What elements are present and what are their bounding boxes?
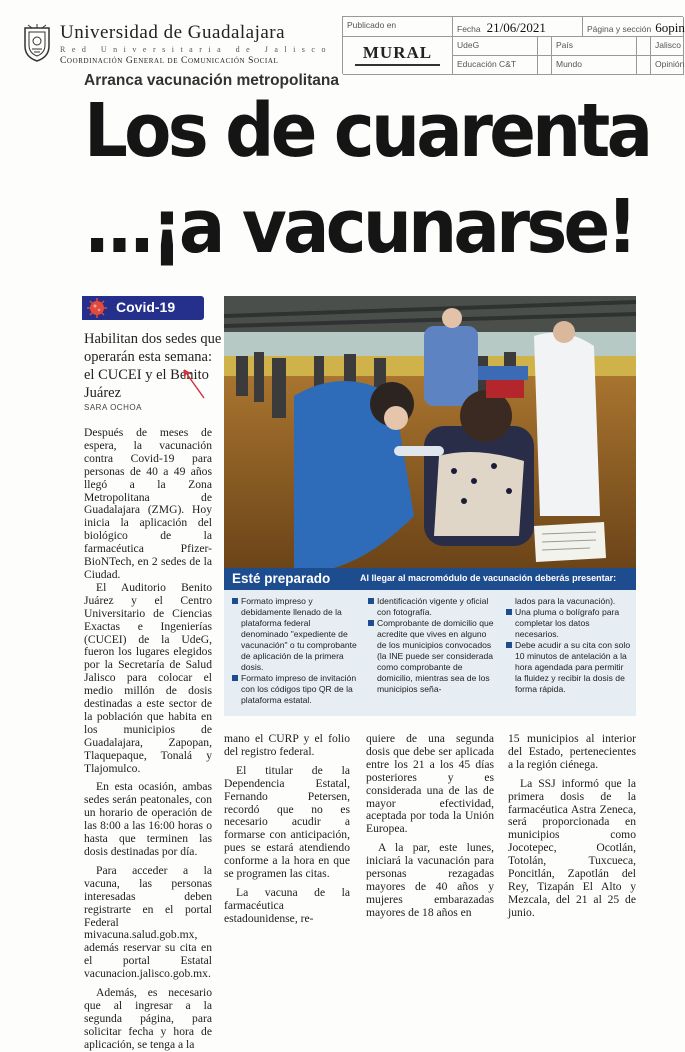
info-item-text: Identificación vigente y oficial con fotografía. [377, 596, 489, 617]
paragraph: quiere de una segunda dosis que debe ser aplicada entre los 21 a los 45 días posteriores y es considerada una de las de mayor efectividad, aceptada por toda la Unión Europea. [366, 732, 494, 836]
section-opinion: Opinión [651, 56, 684, 75]
paragraph: mano el CURP y el folio del registro federal. [224, 732, 350, 758]
info-column-1 [232, 596, 358, 706]
paragraph: Después de meses de espera, la vacunación contra Covid-19 para personas de 40 a 49 años llegó a la Zona Metropolitana de Guadalajara (ZMG). Hoy inicia la aplicación del biológico de la farmacéutica Pfizer-BioNTech, en 2 sedes de la Ciudad. [84, 426, 212, 581]
page-value: 6opin [655, 20, 685, 35]
section-check [538, 37, 552, 56]
info-item [232, 673, 358, 706]
info-item [368, 618, 496, 695]
info-item-text: Debe acudir a su cita con solo 10 minutos de antelación a la hora agendada para permitir la fluidez y recibir la dosis de forma rápida. [515, 640, 631, 694]
article-column-4 [508, 733, 636, 920]
info-item [368, 596, 496, 618]
vaccination-photo [224, 296, 636, 568]
info-item-continuation: lados para la vacunación). [515, 596, 616, 606]
date-cell [453, 17, 583, 37]
paragraph: La vacuna de la farmacéutica estadounidense, re- [224, 885, 350, 925]
page-cell [583, 17, 684, 37]
covid-badge-label: Covid-19 [116, 299, 176, 315]
headline-line-2: ...¡a vacunarse! [84, 184, 635, 270]
info-item-text: Comprobante de domicilio que acredite que vives en alguno de los municipios convocados (la INE puede ser considerada como comprobante de domicilio, mientras sea de los municipios seña- [377, 618, 494, 694]
byline: SARA OCHOA [84, 403, 142, 412]
section-jalisco: Jalisco [651, 37, 684, 56]
info-column-2 [368, 596, 496, 695]
date-label: Fecha [457, 24, 481, 34]
section-educacion: Educación C&T [453, 56, 538, 75]
article-deck: Habilitan dos sedes que operarán esta semana: el CUCEI y el Benito Juárez [84, 331, 222, 401]
date-value: 21/06/2021 [486, 20, 546, 35]
paragraph: Además, es necesario que al ingresar a la segunda página, para solicitar fecha y hora de aplicación, se tenga a la [84, 986, 212, 1051]
info-item [506, 607, 632, 640]
coordination-name: Coordinación General de Comunicación Social [60, 56, 279, 66]
info-item [506, 640, 632, 695]
info-item [232, 596, 358, 673]
bullet-square-icon [232, 598, 238, 604]
info-item-text: Una pluma o bolígrafo para completar los datos necesarios. [515, 607, 620, 639]
university-network: Red Universitaria de Jalisco [60, 45, 332, 54]
section-check [637, 37, 651, 56]
newspaper-name: MURAL [362, 43, 433, 62]
info-item-text: Formato impreso de invitación con los códigos tipo QR de la plataforma estatal. [241, 673, 357, 705]
article-column-3 [366, 733, 494, 920]
covid-badge [82, 296, 204, 320]
section-check [538, 56, 552, 75]
info-column-3 [506, 596, 632, 695]
newspaper-underline [355, 64, 440, 66]
info-box [224, 590, 636, 716]
section-pais: País [552, 37, 637, 56]
article-column-1 [84, 427, 212, 1052]
paragraph: A la par, este lunes, iniciará la vacunación para personas rezagadas mayores de 40 años y mujeres embarazadas mayores de 18 años en [366, 841, 494, 919]
kicker: Arranca vacunación metropolitana [84, 72, 339, 89]
bullet-square-icon [232, 675, 238, 681]
section-udeg: UdeG [453, 37, 538, 56]
section-check [637, 56, 651, 75]
info-box-title: Esté preparado [232, 571, 331, 586]
published-in-label: Publicado en [343, 17, 453, 37]
paragraph: El Auditorio Benito Juárez y el Centro Universitario de Ciencias Exactas e Ingenierías (CUCEI) de la UdeG, fueron los lugares elegidos por la Secretaría de Salud Jalisco para colocar el medio millón de dosis destinadas a este sector de la población que habita en los municipios de Guadalajara, Zapopan, Tlaquepaque, Tonalá y Tlajomulco. [84, 580, 212, 775]
bullet-square-icon [506, 609, 512, 615]
page-label: Página y sección [587, 24, 652, 34]
section-mundo: Mundo [552, 56, 637, 75]
university-name: Universidad de Guadalajara [60, 22, 286, 43]
paragraph: 15 municipios al interior del Estado, pertenecientes a la región ciénega. [508, 732, 636, 771]
bullet-square-icon [368, 598, 374, 604]
virus-icon [84, 297, 114, 319]
bullet-square-icon [368, 620, 374, 626]
headline-line-1: Los de cuarenta [84, 88, 650, 174]
university-header [60, 22, 340, 66]
bullet-square-icon [506, 642, 512, 648]
paragraph: El titular de la Dependencia Estatal, Fernando Petersen, recordó que no es necesario acudir a formarse con anticipación, pues se estará atendiendo conforme a la hora en que se programen las citas. [224, 763, 350, 881]
info-item-text: Formato impreso y debidamente llenado de la plataforma federal denominado "expediente de vacunación" o tu comprobante de aplicación de la primera dosis. [241, 596, 357, 672]
article-column-2 [224, 733, 350, 926]
paragraph: En esta ocasión, ambas sedes serán peatonales, con un horario de operación de las 8:00 a las 16:00 horas o hasta que terminen las dosis destinadas por día. [84, 780, 212, 858]
info-box-header [224, 568, 636, 590]
red-arrow-annotation [180, 366, 206, 400]
university-seal-icon [22, 24, 52, 62]
newspaper-logo [343, 37, 453, 75]
info-box-subtitle: Al llegar al macromódulo de vacunación deberás presentar: [360, 573, 617, 583]
publication-info-table [342, 16, 683, 74]
paragraph: Para acceder a la vacuna, las personas interesadas deben registrarte en el portal Federal mivacuna.salud.gob.mx, además reservar su cita en el portal Estatal vacunacion.jalisco.gob.mx. [84, 863, 212, 981]
paragraph: La SSJ informó que la primera dosis de la farmacéutica Astra Zeneca, será proporcionada en municipios como Jocotepec, Ocotlán, Totolán, Tuxcueca, Poncitlán, Zapotlán del Rey, Tizapán El Alto y Mezcala, del 21 al 25 de junio. [508, 776, 636, 919]
